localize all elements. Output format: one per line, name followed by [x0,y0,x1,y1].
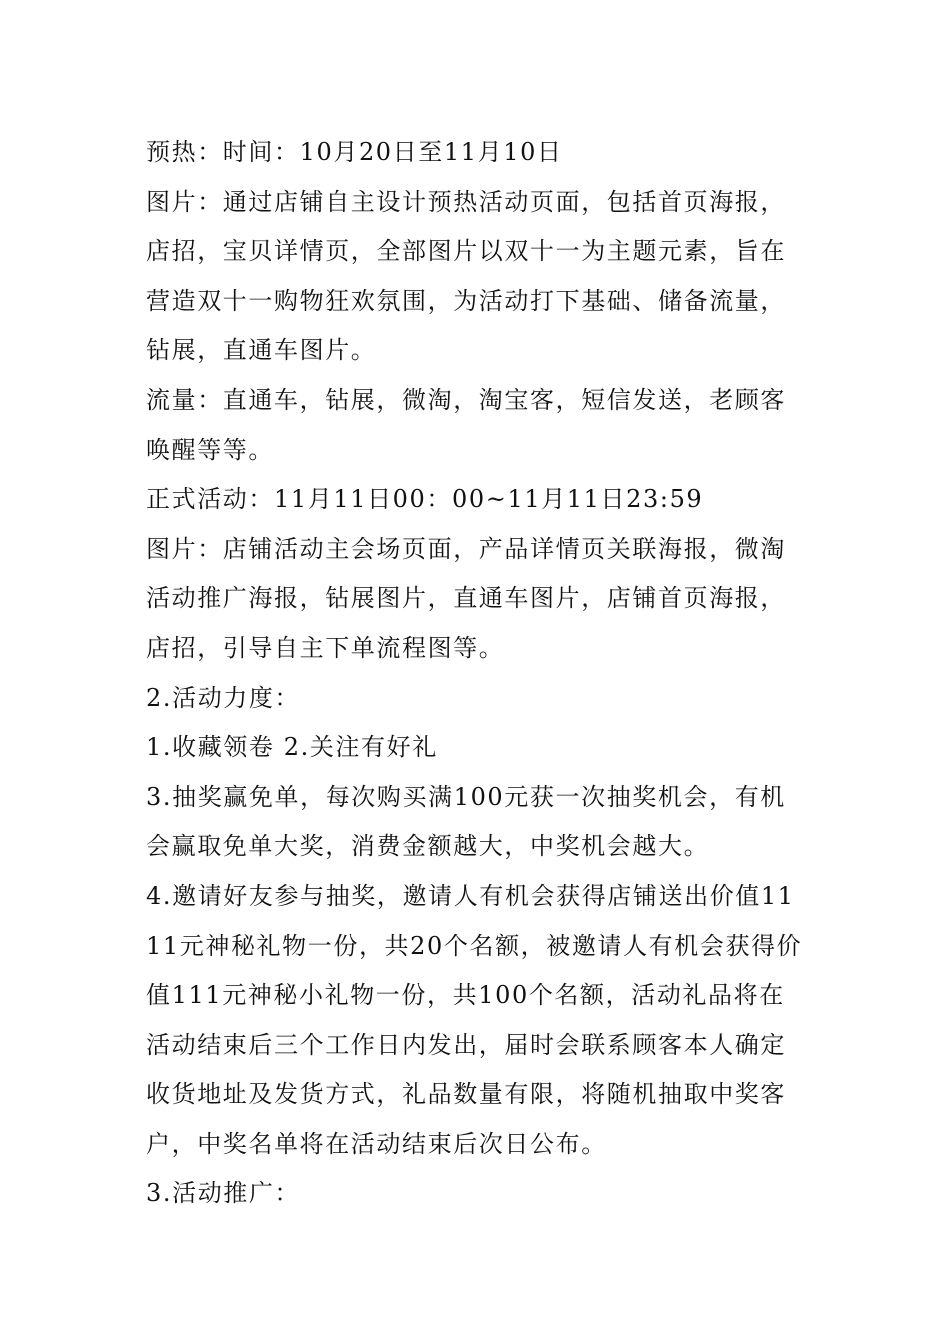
section-heading-promotion-strength: 2.活动力度： [146,683,301,712]
benefit-items-1-2: 1.收藏领卷 2.关注有好礼 [146,733,438,762]
section-heading-promotion: 3.活动推广： [146,1179,301,1208]
benefit-item-3-paragraph: 3.抽奖赢免单，每次购买满100元获一次抽奖机会，有机会赢取免单大奖，消费金额越大，中奖机会越大。 [146,782,786,861]
main-event-images-paragraph: 图片：店铺活动主会场页面，产品详情页关联海报，微淘活动推广海报，钻展图片，直通车图片，店铺首页海报，店招，引导自主下单流程图等。 [146,534,786,662]
preheat-images-paragraph: 图片：通过店铺自主设计预热活动页面，包括首页海报，店招，宝贝详情页，全部图片以双十一为主题元素，旨在营造双十一购物狂欢氛围，为活动打下基础、储备流量，钻展，直通车图片。 [146,187,786,365]
document-body [146,128,810,1219]
preheat-traffic-paragraph: 流量：直通车，钻展，微淘，淘宝客，短信发送，老顾客唤醒等等。 [146,385,786,464]
main-event-time-line: 正式活动：11月11日00：00~11月11日23:59 [146,485,704,514]
benefit-item-4-paragraph: 4.邀请好友参与抽奖，邀请人有机会获得店铺送出价值1111元神秘礼物一份，共20个名额，被邀请人有机会获得价值111元神秘小礼物一份，共100个名额，活动礼品将在活动结束后三个工作日内发出，届时会联系顾客本人确定收货地址及发货方式，礼品数量有限，将随机抽取中奖客户，中奖名单将在活动结束后次日公布。 [146,881,803,1158]
preheat-time-line: 预热：时间：10月20日至11月10日 [146,138,563,166]
